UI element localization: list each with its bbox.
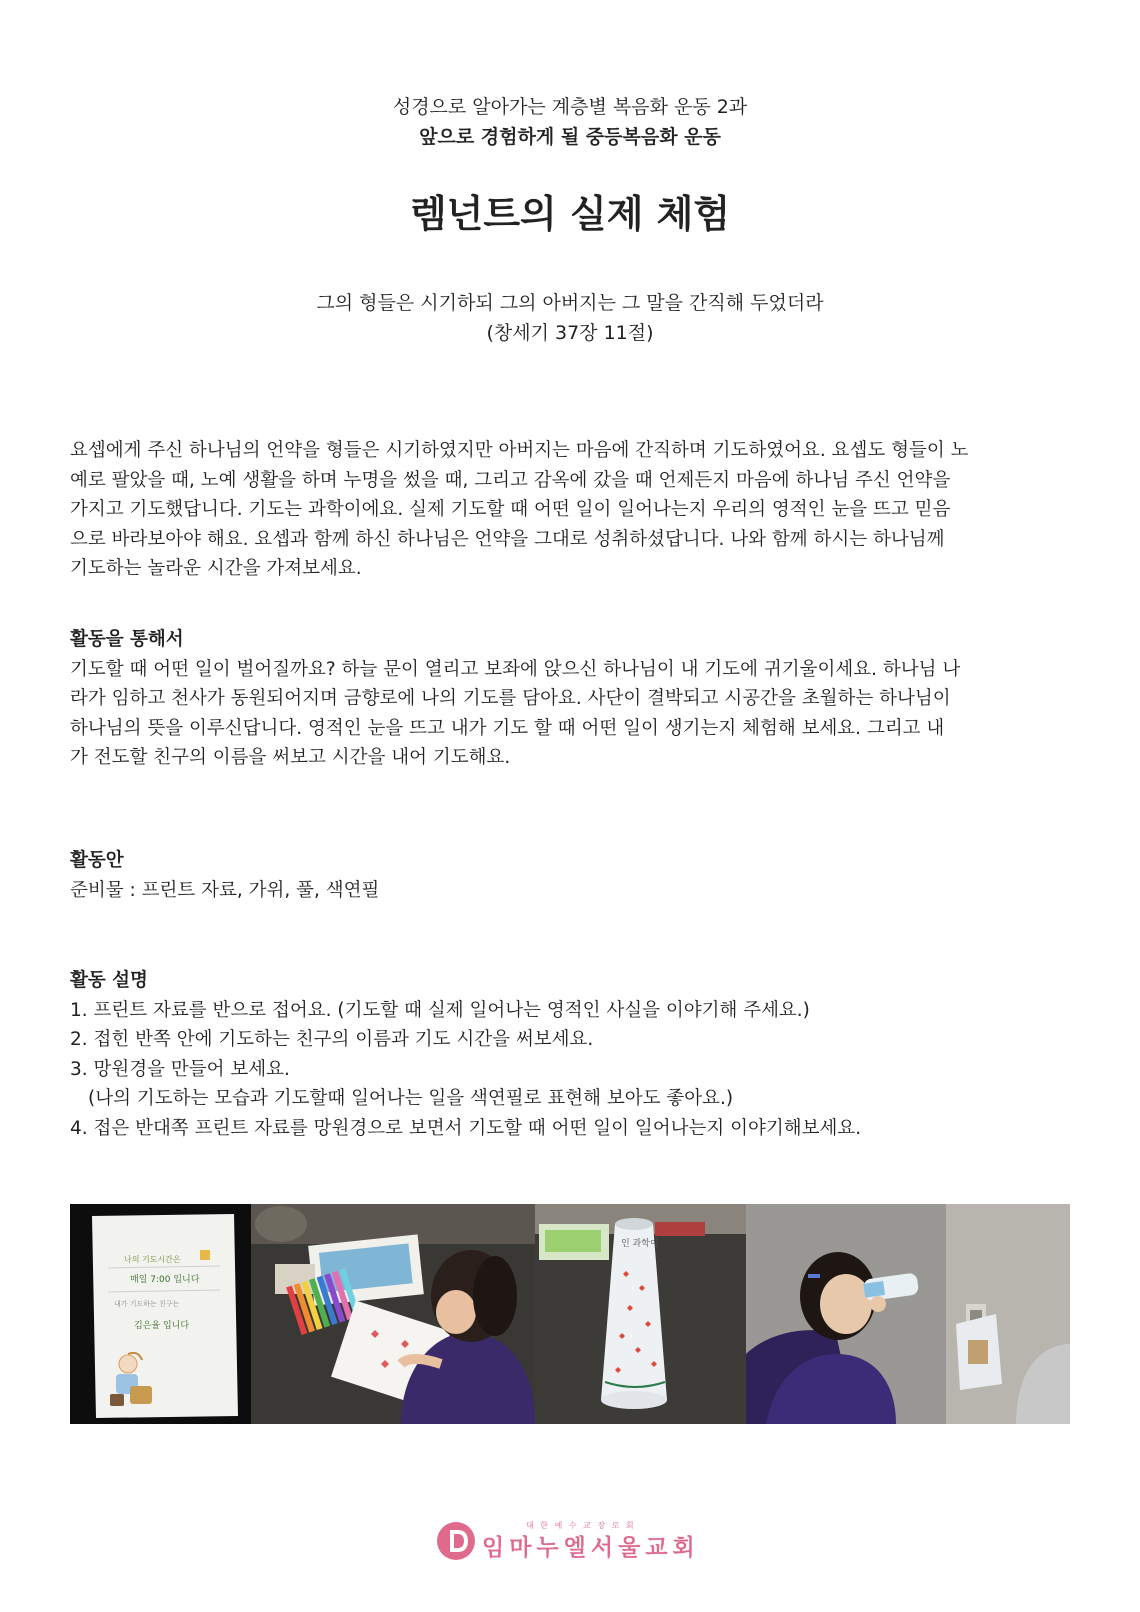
worksheet-line-3: 내가 기도하는 친구는 xyxy=(114,1300,180,1308)
church-logo xyxy=(436,1518,736,1564)
worksheet-line-2: 매일 7:00 입니다 xyxy=(130,1275,200,1285)
description-section xyxy=(70,966,1070,1143)
activity-section xyxy=(70,625,1070,773)
header xyxy=(0,92,1140,152)
bible-verse xyxy=(0,288,1140,348)
materials-text: 준비물 : 프린트 자료, 가위, 풀, 색연필 xyxy=(70,879,380,901)
telescope-photo-image xyxy=(535,1204,746,1424)
church-logo-image xyxy=(436,1518,736,1564)
activity-line: 기도할 때 어떤 일이 벌어질까요? 하늘 문이 열리고 보좌에 앉으신 하나님이 내 기도에 귀기울이세요. 하나님 나 xyxy=(70,658,961,680)
photo-drawing xyxy=(251,1204,535,1424)
step-note: (나의 기도하는 모습과 기도할때 일어나는 일을 색연필로 표현해 보아도 좋아요.) xyxy=(88,1088,734,1109)
logo-circle-icon xyxy=(437,1522,475,1560)
activity-heading: 활동을 통해서 xyxy=(70,629,184,650)
step-item: 4. 접은 반대쪽 프린트 자료를 망원경으로 보면서 기도할 때 어떤 일이 일어나는지 이야기해보세요. xyxy=(70,1117,862,1139)
step-item: 1. 프린트 자료를 반으로 접어요. (기도할 때 실제 일어나는 영적인 사실을 이야기해 주세요.) xyxy=(70,999,810,1021)
photo-worksheet xyxy=(70,1204,251,1424)
intro-line: 가지고 기도했답니다. 기도는 과학이에요. 실제 기도할 때 어떤 일이 일어나는지 우리의 영적인 눈을 뜨고 믿음 xyxy=(70,499,951,520)
lesson-subtitle: 앞으로 경험하게 될 중등복음화 운동 xyxy=(419,126,721,148)
page-title: 렘넌트의 실제 체험 xyxy=(409,192,731,236)
plan-section xyxy=(70,846,1070,905)
photo-strip xyxy=(70,1204,1070,1424)
verse-reference: (창세기 37장 11절) xyxy=(486,322,654,344)
intro-line: 으로 바라보아야 해요. 요셉과 함께 하신 하나님은 언약을 그대로 성취하셨답니다. 나와 함께 하시는 하나님께 xyxy=(70,528,945,550)
drawing-photo-image xyxy=(251,1204,535,1424)
activity-line: 라가 임하고 천사가 동원되어지며 금향로에 나의 기도를 담아요. 사단이 결박되고 시공간을 초월하는 하나님이 xyxy=(70,688,951,709)
intro-line: 요셉에게 주신 하나님의 언약을 형들은 시기하였지만 아버지는 마음에 간직하며 기도하였어요. 요셉도 형들이 노 xyxy=(70,440,969,461)
step-item: 2. 접힌 반쪽 안에 기도하는 친구의 이름과 기도 시간을 써보세요. xyxy=(70,1029,594,1050)
plan-heading: 활동안 xyxy=(70,850,124,871)
series-title: 성경으로 알아가는 계층별 복음화 운동 2과 xyxy=(392,96,748,118)
step-item: 3. 망원경을 만들어 보세요. xyxy=(70,1058,290,1080)
activity-line: 하나님의 뜻을 이루신답니다. 영적인 눈을 뜨고 내가 기도 할 때 어떤 일이 생기는지 체험해 보세요. 그리고 내 xyxy=(70,717,945,739)
verse-text: 그의 형들은 시기하되 그의 아버지는 그 말을 간직해 두었더라 xyxy=(316,292,824,314)
telescope-text: 인 과학이 xyxy=(621,1239,659,1249)
worksheet-line-1: 나의 기도시간은 xyxy=(124,1255,181,1264)
photo-looking xyxy=(746,1204,1070,1424)
activity-line: 가 전도할 친구의 이름을 써보고 시간을 내어 기도해요. xyxy=(70,747,511,768)
worksheet-photo-image xyxy=(70,1204,251,1424)
intro-line: 기도하는 놀라운 시간을 가져보세요. xyxy=(70,558,362,579)
logo-denomination: 대 한 예 수 교 장 로 회 xyxy=(526,1521,636,1530)
intro-line: 예로 팔았을 때, 노예 생활을 하며 누명을 썼을 때, 그리고 감옥에 갔을 때 언제든지 마음에 하나님 주신 언약을 xyxy=(70,469,951,491)
photo-telescope xyxy=(535,1204,746,1424)
description-heading: 활동 설명 xyxy=(70,970,148,991)
looking-photo-image xyxy=(746,1204,1070,1424)
logo-church-name: 임마누엘서울교회 xyxy=(482,1535,700,1561)
intro-paragraph xyxy=(70,436,1070,584)
worksheet-line-4: 김은율 입니다 xyxy=(134,1321,190,1331)
